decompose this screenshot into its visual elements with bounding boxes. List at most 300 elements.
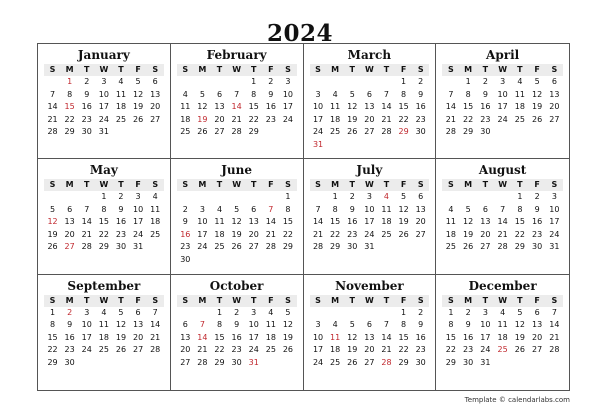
date: 15 bbox=[282, 217, 294, 227]
date: 29 bbox=[282, 242, 294, 252]
empty-day-cell bbox=[344, 76, 361, 89]
date: 19 bbox=[532, 102, 543, 111]
day-grid bbox=[442, 179, 563, 254]
date: 3 bbox=[84, 307, 90, 317]
weekday-header: S bbox=[412, 295, 429, 307]
weekday-header: W bbox=[95, 295, 112, 307]
date: 12 bbox=[463, 217, 474, 227]
date: 23 bbox=[415, 114, 426, 124]
date: 23 bbox=[415, 345, 426, 355]
date: 26 bbox=[532, 114, 543, 124]
date: 9 bbox=[268, 89, 274, 99]
date: 15 bbox=[398, 332, 409, 342]
date: 2 bbox=[234, 307, 240, 317]
date: 7 bbox=[383, 89, 390, 99]
date: 13 bbox=[180, 332, 191, 342]
date: 30 bbox=[463, 357, 474, 367]
date: 13 bbox=[480, 217, 491, 227]
holiday-date: 19 bbox=[197, 114, 208, 124]
date: 5 bbox=[349, 320, 355, 330]
date: 21 bbox=[381, 345, 392, 355]
date: 11 bbox=[445, 217, 456, 227]
date: 6 bbox=[251, 204, 257, 214]
weekday-header: S bbox=[44, 295, 61, 307]
date: 28 bbox=[47, 127, 58, 136]
date: 17 bbox=[312, 114, 324, 124]
weekday-header: S bbox=[546, 295, 563, 307]
date: 16 bbox=[64, 332, 75, 342]
date: 27 bbox=[214, 127, 225, 136]
date: 8 bbox=[465, 89, 471, 99]
date: 8 bbox=[251, 89, 257, 99]
date: 2 bbox=[418, 77, 424, 86]
date: 13 bbox=[214, 102, 225, 111]
weekday-header: S bbox=[310, 64, 327, 76]
date: 19 bbox=[514, 332, 525, 342]
date: 1 bbox=[401, 77, 407, 86]
date: 25 bbox=[514, 114, 525, 124]
date: 15 bbox=[47, 332, 58, 342]
date: 4 bbox=[500, 307, 506, 317]
weekday-header: T bbox=[477, 295, 494, 307]
date: 19 bbox=[115, 332, 127, 342]
date: 29 bbox=[64, 127, 75, 136]
weekday-header: S bbox=[147, 64, 164, 76]
date: 9 bbox=[349, 204, 355, 214]
date: 10 bbox=[197, 217, 208, 227]
date: 10 bbox=[248, 320, 259, 330]
date: 5 bbox=[534, 77, 540, 86]
empty-day-cell bbox=[61, 191, 78, 204]
date: 8 bbox=[401, 89, 407, 99]
date: 18 bbox=[330, 114, 341, 124]
date: 19 bbox=[282, 332, 294, 342]
date: 14 bbox=[381, 332, 392, 342]
date: 24 bbox=[480, 345, 491, 355]
date: 9 bbox=[534, 204, 540, 214]
date: 20 bbox=[150, 102, 161, 111]
weekday-header: T bbox=[378, 179, 395, 191]
weekday-header: F bbox=[130, 64, 147, 76]
date: 28 bbox=[381, 127, 392, 136]
empty-day-cell bbox=[194, 307, 211, 320]
date: 13 bbox=[64, 217, 75, 227]
date: 24 bbox=[282, 114, 294, 124]
date: 30 bbox=[115, 242, 127, 252]
date: 16 bbox=[115, 217, 127, 227]
empty-day-cell bbox=[378, 307, 395, 320]
empty-day-cell bbox=[310, 307, 327, 320]
date: 2 bbox=[418, 307, 424, 317]
date: 15 bbox=[98, 217, 109, 227]
date: 19 bbox=[463, 229, 474, 239]
date: 31 bbox=[98, 127, 109, 136]
weekday-header: M bbox=[194, 295, 211, 307]
date: 5 bbox=[285, 307, 291, 317]
date: 14 bbox=[445, 102, 456, 111]
date: 14 bbox=[265, 217, 276, 227]
day-grid bbox=[310, 64, 430, 151]
date: 24 bbox=[248, 345, 259, 355]
date: 20 bbox=[549, 102, 560, 111]
month-october bbox=[171, 275, 304, 390]
date: 23 bbox=[64, 345, 75, 355]
weekday-header: T bbox=[211, 64, 228, 76]
weekday-header: W bbox=[228, 179, 245, 191]
date: 11 bbox=[265, 320, 276, 330]
holiday-date: 7 bbox=[268, 204, 274, 214]
date: 2 bbox=[349, 192, 355, 202]
date: 25 bbox=[445, 242, 456, 252]
weekday-header: T bbox=[245, 179, 262, 191]
date: 12 bbox=[347, 102, 358, 111]
empty-day-cell bbox=[310, 191, 327, 204]
month-name: May bbox=[89, 163, 118, 178]
date: 15 bbox=[398, 102, 409, 111]
month-september bbox=[38, 275, 171, 390]
date: 1 bbox=[216, 307, 223, 317]
date: 15 bbox=[445, 332, 456, 342]
weekday-header: F bbox=[529, 179, 546, 191]
date: 5 bbox=[135, 77, 141, 86]
date: 4 bbox=[152, 192, 158, 202]
holiday-date: 12 bbox=[47, 217, 58, 227]
date: 16 bbox=[81, 102, 92, 111]
holiday-date: 28 bbox=[381, 357, 392, 367]
date: 30 bbox=[480, 127, 491, 136]
date: 16 bbox=[415, 102, 426, 111]
date: 16 bbox=[265, 102, 276, 111]
date: 10 bbox=[480, 320, 491, 330]
weekday-header: T bbox=[477, 64, 494, 76]
date: 27 bbox=[150, 114, 161, 124]
date: 10 bbox=[132, 204, 144, 214]
day-grid bbox=[310, 179, 430, 254]
holiday-date: 29 bbox=[398, 127, 409, 136]
date: 15 bbox=[463, 102, 474, 111]
empty-day-cell bbox=[344, 307, 361, 320]
date: 3 bbox=[315, 320, 321, 330]
weekday-header: F bbox=[130, 295, 147, 307]
date: 11 bbox=[381, 204, 392, 214]
date: 23 bbox=[231, 345, 242, 355]
holiday-date: 14 bbox=[231, 102, 242, 111]
day-grid bbox=[44, 295, 164, 370]
date: 5 bbox=[517, 307, 523, 317]
date: 14 bbox=[150, 320, 161, 330]
weekday-header: S bbox=[442, 179, 459, 191]
date: 22 bbox=[64, 114, 75, 124]
month-may bbox=[38, 159, 171, 274]
date: 9 bbox=[234, 320, 240, 330]
date: 18 bbox=[265, 332, 276, 342]
date: 20 bbox=[64, 229, 75, 239]
weekday-header: S bbox=[442, 295, 459, 307]
date: 30 bbox=[415, 357, 426, 367]
date: 19 bbox=[132, 102, 144, 111]
date: 14 bbox=[381, 102, 392, 111]
date: 23 bbox=[115, 229, 127, 239]
date: 1 bbox=[448, 307, 454, 317]
date: 1 bbox=[251, 77, 257, 86]
date: 20 bbox=[415, 217, 426, 227]
date: 27 bbox=[415, 229, 426, 239]
date: 24 bbox=[98, 114, 109, 124]
empty-day-cell bbox=[211, 76, 228, 89]
date: 19 bbox=[47, 229, 58, 239]
day-grid bbox=[177, 64, 297, 139]
weekday-header: W bbox=[494, 64, 511, 76]
weekday-header: W bbox=[361, 179, 378, 191]
day-grid bbox=[442, 64, 563, 139]
holiday-date: 11 bbox=[330, 332, 341, 342]
holiday-date: 2 bbox=[67, 307, 73, 317]
year-title: 2024 bbox=[266, 20, 333, 47]
holiday-date: 1 bbox=[67, 77, 73, 86]
day-grid bbox=[442, 295, 563, 370]
weekday-header: T bbox=[344, 295, 361, 307]
date: 22 bbox=[214, 345, 225, 355]
weekday-header: M bbox=[61, 64, 78, 76]
template-credit: Template © calendarlabs.com bbox=[464, 396, 570, 404]
weekday-header: T bbox=[245, 295, 262, 307]
date: 5 bbox=[50, 204, 56, 214]
date: 31 bbox=[549, 242, 560, 252]
date: 6 bbox=[366, 89, 372, 99]
date: 25 bbox=[265, 345, 276, 355]
date: 29 bbox=[214, 357, 225, 367]
date: 2 bbox=[84, 77, 90, 86]
date: 23 bbox=[265, 114, 276, 124]
weekday-header: F bbox=[262, 295, 279, 307]
weekday-header: S bbox=[147, 295, 164, 307]
weekday-header: S bbox=[310, 295, 327, 307]
date: 3 bbox=[500, 77, 506, 86]
weekday-header: M bbox=[327, 64, 344, 76]
date: 7 bbox=[234, 89, 240, 99]
date: 1 bbox=[332, 192, 338, 202]
date: 28 bbox=[549, 345, 560, 355]
weekday-header: T bbox=[78, 295, 95, 307]
date: 12 bbox=[347, 332, 358, 342]
date: 20 bbox=[364, 345, 375, 355]
empty-day-cell bbox=[361, 307, 378, 320]
date: 20 bbox=[364, 114, 375, 124]
month-name: October bbox=[209, 278, 264, 293]
date: 6 bbox=[482, 204, 488, 214]
date: 4 bbox=[448, 204, 454, 214]
date: 9 bbox=[67, 320, 73, 330]
date: 1 bbox=[465, 77, 471, 86]
date: 21 bbox=[312, 229, 324, 239]
empty-day-cell bbox=[327, 307, 344, 320]
date: 27 bbox=[132, 345, 144, 355]
date: 29 bbox=[98, 242, 109, 252]
date: 22 bbox=[398, 114, 409, 124]
date: 11 bbox=[497, 320, 508, 330]
weekday-header: S bbox=[177, 295, 194, 307]
weekday-header: S bbox=[147, 179, 164, 191]
date: 17 bbox=[497, 102, 508, 111]
month-name: November bbox=[335, 278, 404, 293]
empty-day-cell bbox=[327, 76, 344, 89]
weekday-header: S bbox=[44, 64, 61, 76]
weekday-header: S bbox=[310, 179, 327, 191]
date: 2 bbox=[118, 192, 124, 202]
weekday-header: T bbox=[112, 295, 129, 307]
date: 12 bbox=[115, 320, 127, 330]
weekday-header: W bbox=[494, 179, 511, 191]
empty-day-cell bbox=[177, 191, 194, 204]
holiday-date: 31 bbox=[312, 139, 324, 149]
date: 16 bbox=[415, 332, 426, 342]
date: 28 bbox=[231, 127, 242, 136]
day-grid bbox=[177, 295, 297, 370]
date: 21 bbox=[81, 229, 92, 239]
months-grid bbox=[37, 43, 570, 391]
date: 21 bbox=[497, 229, 508, 239]
date: 18 bbox=[180, 114, 191, 124]
weekday-header: T bbox=[378, 64, 395, 76]
date: 30 bbox=[81, 127, 92, 136]
date: 14 bbox=[81, 217, 92, 227]
date: 20 bbox=[480, 229, 491, 239]
date: 27 bbox=[549, 114, 560, 124]
month-name: January bbox=[77, 48, 130, 62]
empty-day-cell bbox=[228, 76, 245, 89]
empty-day-cell bbox=[78, 191, 95, 204]
weekday-header: T bbox=[344, 64, 361, 76]
date: 27 bbox=[364, 127, 375, 136]
month-april bbox=[436, 44, 569, 159]
date: 7 bbox=[84, 204, 90, 214]
date: 3 bbox=[551, 192, 557, 202]
date: 23 bbox=[463, 345, 474, 355]
date: 6 bbox=[534, 307, 540, 317]
date: 13 bbox=[150, 89, 161, 99]
date: 12 bbox=[282, 320, 294, 330]
date: 26 bbox=[115, 345, 127, 355]
date: 19 bbox=[347, 114, 358, 124]
date: 27 bbox=[248, 242, 259, 252]
day-grid bbox=[310, 295, 430, 370]
date: 4 bbox=[268, 307, 274, 317]
holiday-date: 4 bbox=[383, 192, 390, 202]
date: 24 bbox=[81, 345, 92, 355]
month-name: February bbox=[206, 48, 267, 62]
date: 22 bbox=[98, 229, 109, 239]
date: 12 bbox=[514, 320, 525, 330]
empty-day-cell bbox=[460, 191, 477, 204]
date: 18 bbox=[214, 229, 225, 239]
date: 25 bbox=[381, 229, 392, 239]
date: 29 bbox=[330, 242, 341, 252]
date: 10 bbox=[549, 204, 560, 214]
weekday-header: T bbox=[511, 295, 528, 307]
empty-day-cell bbox=[228, 191, 245, 204]
weekday-header: T bbox=[245, 64, 262, 76]
date: 24 bbox=[312, 357, 324, 367]
date: 23 bbox=[347, 229, 358, 239]
date: 21 bbox=[445, 114, 456, 124]
date: 25 bbox=[98, 345, 109, 355]
date: 24 bbox=[497, 114, 508, 124]
date: 13 bbox=[248, 217, 259, 227]
month-february bbox=[171, 44, 304, 159]
empty-day-cell bbox=[442, 191, 459, 204]
date: 25 bbox=[214, 242, 225, 252]
weekday-header: M bbox=[61, 179, 78, 191]
date: 26 bbox=[197, 127, 208, 136]
date: 7 bbox=[500, 204, 506, 214]
date: 29 bbox=[463, 127, 474, 136]
date: 26 bbox=[132, 114, 144, 124]
date: 13 bbox=[549, 89, 560, 99]
day-grid bbox=[44, 64, 164, 139]
date: 6 bbox=[551, 77, 557, 86]
weekday-header: S bbox=[279, 179, 296, 191]
date: 17 bbox=[248, 332, 259, 342]
date: 2 bbox=[465, 307, 471, 317]
weekday-header: S bbox=[546, 179, 563, 191]
weekday-header: W bbox=[361, 64, 378, 76]
date: 1 bbox=[401, 307, 407, 317]
date: 28 bbox=[497, 242, 508, 252]
date: 12 bbox=[231, 217, 242, 227]
holiday-date: 15 bbox=[64, 102, 75, 111]
date: 1 bbox=[101, 192, 107, 202]
date: 22 bbox=[330, 229, 341, 239]
date: 29 bbox=[398, 357, 409, 367]
date: 4 bbox=[182, 89, 188, 99]
weekday-header: T bbox=[211, 295, 228, 307]
date: 10 bbox=[98, 89, 109, 99]
empty-day-cell bbox=[245, 191, 262, 204]
date: 6 bbox=[418, 192, 424, 202]
date: 3 bbox=[366, 192, 372, 202]
date: 5 bbox=[401, 192, 407, 202]
date: 21 bbox=[231, 114, 242, 124]
empty-day-cell bbox=[44, 191, 61, 204]
weekday-header: M bbox=[460, 179, 477, 191]
date: 17 bbox=[282, 102, 294, 111]
date: 9 bbox=[182, 217, 188, 227]
weekday-header: M bbox=[194, 64, 211, 76]
date: 28 bbox=[312, 242, 324, 252]
date: 24 bbox=[364, 229, 375, 239]
weekday-header: W bbox=[95, 64, 112, 76]
date: 11 bbox=[514, 89, 525, 99]
weekday-header: W bbox=[228, 295, 245, 307]
month-december bbox=[436, 275, 569, 390]
date: 13 bbox=[364, 332, 375, 342]
weekday-header: S bbox=[412, 64, 429, 76]
date: 11 bbox=[115, 89, 127, 99]
date: 4 bbox=[332, 320, 338, 330]
date: 10 bbox=[81, 320, 92, 330]
date: 19 bbox=[231, 229, 242, 239]
weekday-header: F bbox=[395, 295, 412, 307]
date: 27 bbox=[180, 357, 191, 367]
date: 25 bbox=[150, 229, 161, 239]
holiday-date: 14 bbox=[197, 332, 208, 342]
date: 6 bbox=[182, 320, 188, 330]
weekday-header: T bbox=[511, 179, 528, 191]
weekday-header: M bbox=[460, 64, 477, 76]
date: 1 bbox=[285, 192, 291, 202]
weekday-header: M bbox=[327, 179, 344, 191]
weekday-header: T bbox=[112, 179, 129, 191]
